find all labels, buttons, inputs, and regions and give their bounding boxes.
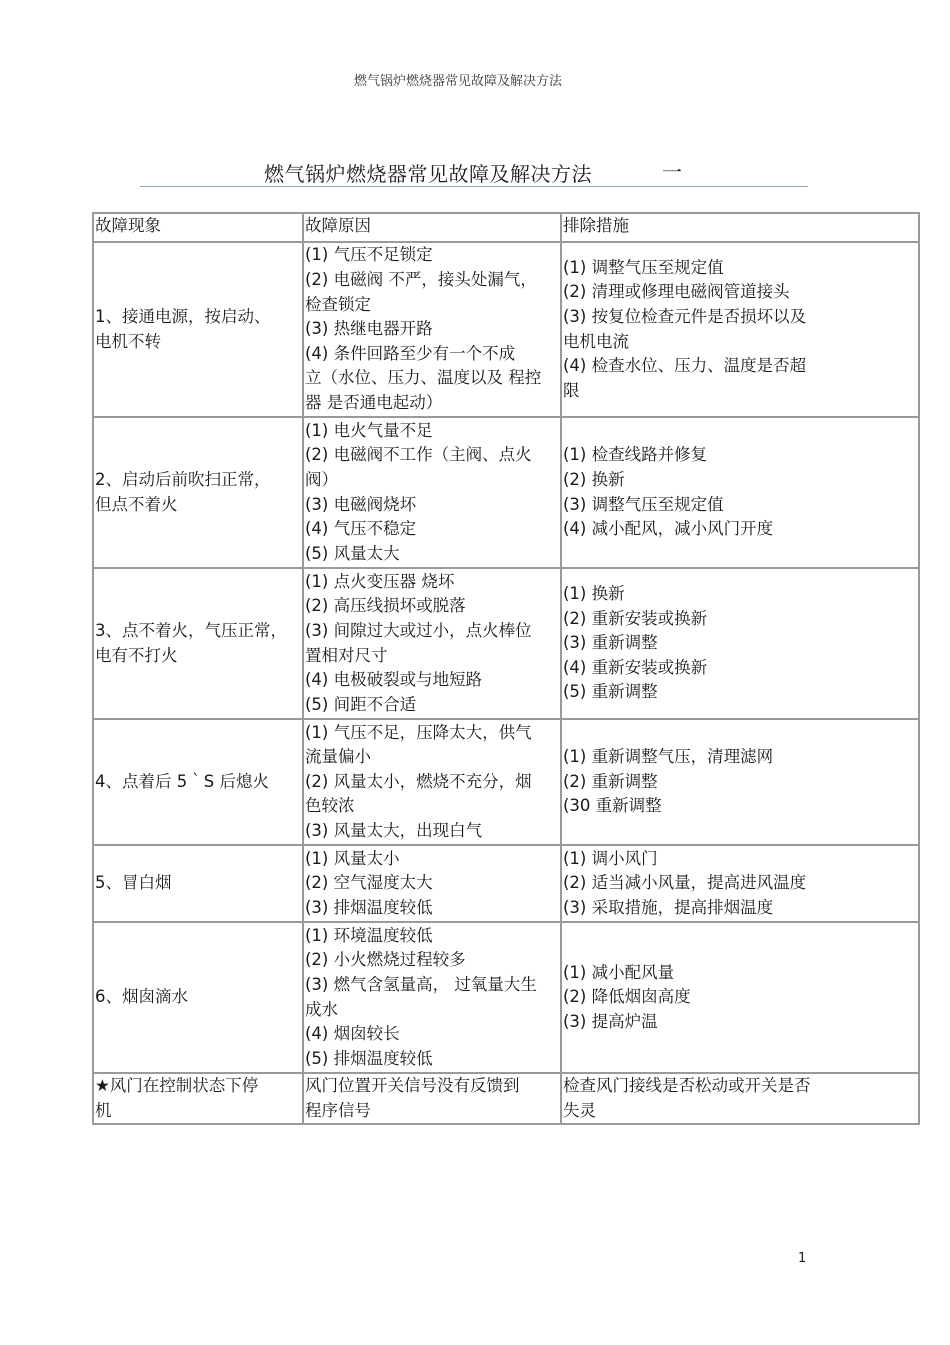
- table-row: [93, 242, 919, 417]
- cell-line: 电有不打火: [95, 645, 178, 665]
- cell-line: (1) 重新调整气压，清理滤网: [563, 747, 774, 767]
- page-number: 1: [798, 1251, 807, 1266]
- cell-line: (1) 减小配风量: [563, 962, 675, 982]
- cell-line: 1、接通电源，按启动、: [95, 306, 271, 326]
- cell-line: 成水: [305, 999, 338, 1019]
- title-text: 燃气锅炉燃烧器常见故障及解决方法: [264, 162, 592, 186]
- fix-cell: [561, 922, 919, 1073]
- cause-cell: [303, 1073, 561, 1124]
- document-title: [140, 156, 808, 187]
- cell-line: (3) 风量太大，出现白气: [305, 820, 483, 840]
- symptom-cell: [93, 242, 303, 417]
- cell-line: 程序信号: [305, 1100, 371, 1120]
- cell-line: (2) 降低烟囱高度: [563, 987, 691, 1007]
- fix-cell: [561, 417, 919, 568]
- cell-line: 5、冒白烟: [95, 873, 172, 893]
- cell-line: (4) 气压不稳定: [305, 519, 417, 539]
- table-row: [93, 719, 919, 845]
- title-suffix: 一: [662, 160, 682, 184]
- cell-line: 限: [563, 380, 580, 400]
- cell-line: (1) 调小风门: [563, 848, 658, 868]
- cell-line: (1) 换新: [563, 584, 625, 604]
- table-row: [93, 922, 919, 1073]
- symptom-cell: [93, 568, 303, 719]
- cell-line: (3) 电磁阀烧坏: [305, 494, 417, 514]
- cell-line: (2) 清理或修理电磁阀管道接头: [563, 282, 790, 302]
- cell-line: (4) 烟囱较长: [305, 1024, 400, 1044]
- cause-cell: [303, 845, 561, 922]
- cell-line: (3) 提高炉温: [563, 1011, 658, 1031]
- symptom-cell: [93, 845, 303, 922]
- cell-line: (1) 风量太小: [305, 848, 400, 868]
- cell-line: (2) 风量太小，燃烧不充分，烟: [305, 771, 532, 791]
- cause-cell: [303, 417, 561, 568]
- fix-cell: [561, 845, 919, 922]
- fix-cell: [561, 1073, 919, 1124]
- cell-line: (4) 条件回路至少有一个不成: [305, 343, 516, 363]
- cause-cell: [303, 568, 561, 719]
- cell-line: 电机不转: [95, 331, 161, 351]
- cell-line: (4) 减小配风，减小风门开度: [563, 519, 774, 539]
- cell-line: 色较浓: [305, 796, 355, 816]
- header-symptom: 故障现象: [93, 213, 303, 242]
- cell-line: (5) 间距不合适: [305, 694, 417, 714]
- cell-line: (1) 气压不足锁定: [305, 245, 433, 265]
- cell-line: 风门位置开关信号没有反馈到: [305, 1076, 520, 1095]
- cell-line: 6、烟囱滴水: [95, 987, 188, 1007]
- cell-line: 失灵: [563, 1100, 596, 1120]
- table-row: [93, 1073, 919, 1124]
- cell-line: (2) 高压线损坏或脱落: [305, 596, 466, 616]
- cell-line: (2) 重新调整: [563, 771, 658, 791]
- cell-line: (3) 调整气压至规定值: [563, 494, 724, 514]
- cell-line: 机: [95, 1100, 112, 1120]
- symptom-cell: [93, 719, 303, 845]
- cell-line: (1) 电火气量不足: [305, 420, 433, 440]
- symptom-cell: [93, 417, 303, 568]
- cell-line: 电机电流: [563, 331, 629, 351]
- cell-line: (2) 小火燃烧过程较多: [305, 950, 466, 970]
- fix-cell: [561, 568, 919, 719]
- cell-line: (1) 点火变压器 烧坏: [305, 571, 455, 591]
- cell-line: 检查锁定: [305, 294, 371, 314]
- fault-table: [92, 212, 920, 1125]
- cause-cell: [303, 242, 561, 417]
- cell-line: 2、启动后前吹扫正常，: [95, 469, 271, 489]
- cell-line: 阀）: [305, 469, 338, 489]
- header-cause: 故障原因: [303, 213, 561, 242]
- cell-line: 但点不着火: [95, 494, 178, 514]
- cell-line: 立（水位、压力、温度以及 程控: [305, 368, 542, 388]
- cell-line: (5) 重新调整: [563, 682, 658, 702]
- cell-line: (3) 间隙过大或过小，点火棒位: [305, 620, 532, 640]
- cell-line: (1) 气压不足，压降太大，供气: [305, 722, 532, 742]
- cell-line: (5) 风量太大: [305, 543, 400, 563]
- cell-line: (30 重新调整: [563, 796, 662, 816]
- cell-line: (2) 电磁阀 不严，接头处漏气，: [305, 270, 537, 290]
- cause-cell: [303, 922, 561, 1073]
- cell-line: (4) 检查水位、压力、温度是否超: [563, 356, 807, 376]
- cell-line: (2) 空气湿度太大: [305, 873, 433, 893]
- cell-line: (3) 燃气含氢量高， 过氧量大生: [305, 974, 537, 994]
- cell-line: 3、点不着火，气压正常，: [95, 620, 287, 640]
- cell-line: (5) 排烟温度较低: [305, 1048, 433, 1068]
- symptom-cell: [93, 922, 303, 1073]
- table-row: [93, 417, 919, 568]
- cell-line: (2) 适当减小风量，提高进风温度: [563, 873, 807, 893]
- cell-line: (2) 换新: [563, 469, 625, 489]
- cell-line: 检查风门接线是否松动或开关是否: [563, 1076, 811, 1095]
- cell-line: ★风门在控制状态下停: [95, 1076, 259, 1095]
- cell-line: 器 是否通电起动）: [305, 392, 443, 412]
- cell-line: (1) 调整气压至规定值: [563, 257, 724, 277]
- running-header: 燃气锅炉燃烧器常见故障及解决方法: [353, 74, 562, 89]
- table-row: [93, 568, 919, 719]
- cell-line: (3) 排烟温度较低: [305, 897, 433, 917]
- cell-line: (4) 重新安装或换新: [563, 657, 708, 677]
- header-fix: 排除措施: [561, 213, 919, 242]
- cell-line: (2) 重新安装或换新: [563, 608, 708, 628]
- cell-line: (3) 热继电器开路: [305, 319, 433, 339]
- cell-line: (3) 按复位检查元件是否损坏以及: [563, 306, 807, 326]
- table-header-row: [93, 213, 919, 242]
- cell-line: 4、点着后 5｀S 后熄火: [95, 771, 269, 791]
- table-row: [93, 845, 919, 922]
- cell-line: (3) 重新调整: [563, 633, 658, 653]
- cell-line: (3) 采取措施，提高排烟温度: [563, 897, 774, 917]
- fix-cell: [561, 242, 919, 417]
- cell-line: 置相对尺寸: [305, 645, 388, 665]
- fix-cell: [561, 719, 919, 845]
- cause-cell: [303, 719, 561, 845]
- cell-line: (2) 电磁阀不工作（主阀、点火: [305, 445, 532, 465]
- symptom-cell: [93, 1073, 303, 1124]
- cell-line: (1) 环境温度较低: [305, 925, 433, 945]
- cell-line: 流量偏小: [305, 747, 371, 767]
- cell-line: (4) 电极破裂或与地短路: [305, 670, 483, 690]
- cell-line: (1) 检查线路并修复: [563, 445, 708, 465]
